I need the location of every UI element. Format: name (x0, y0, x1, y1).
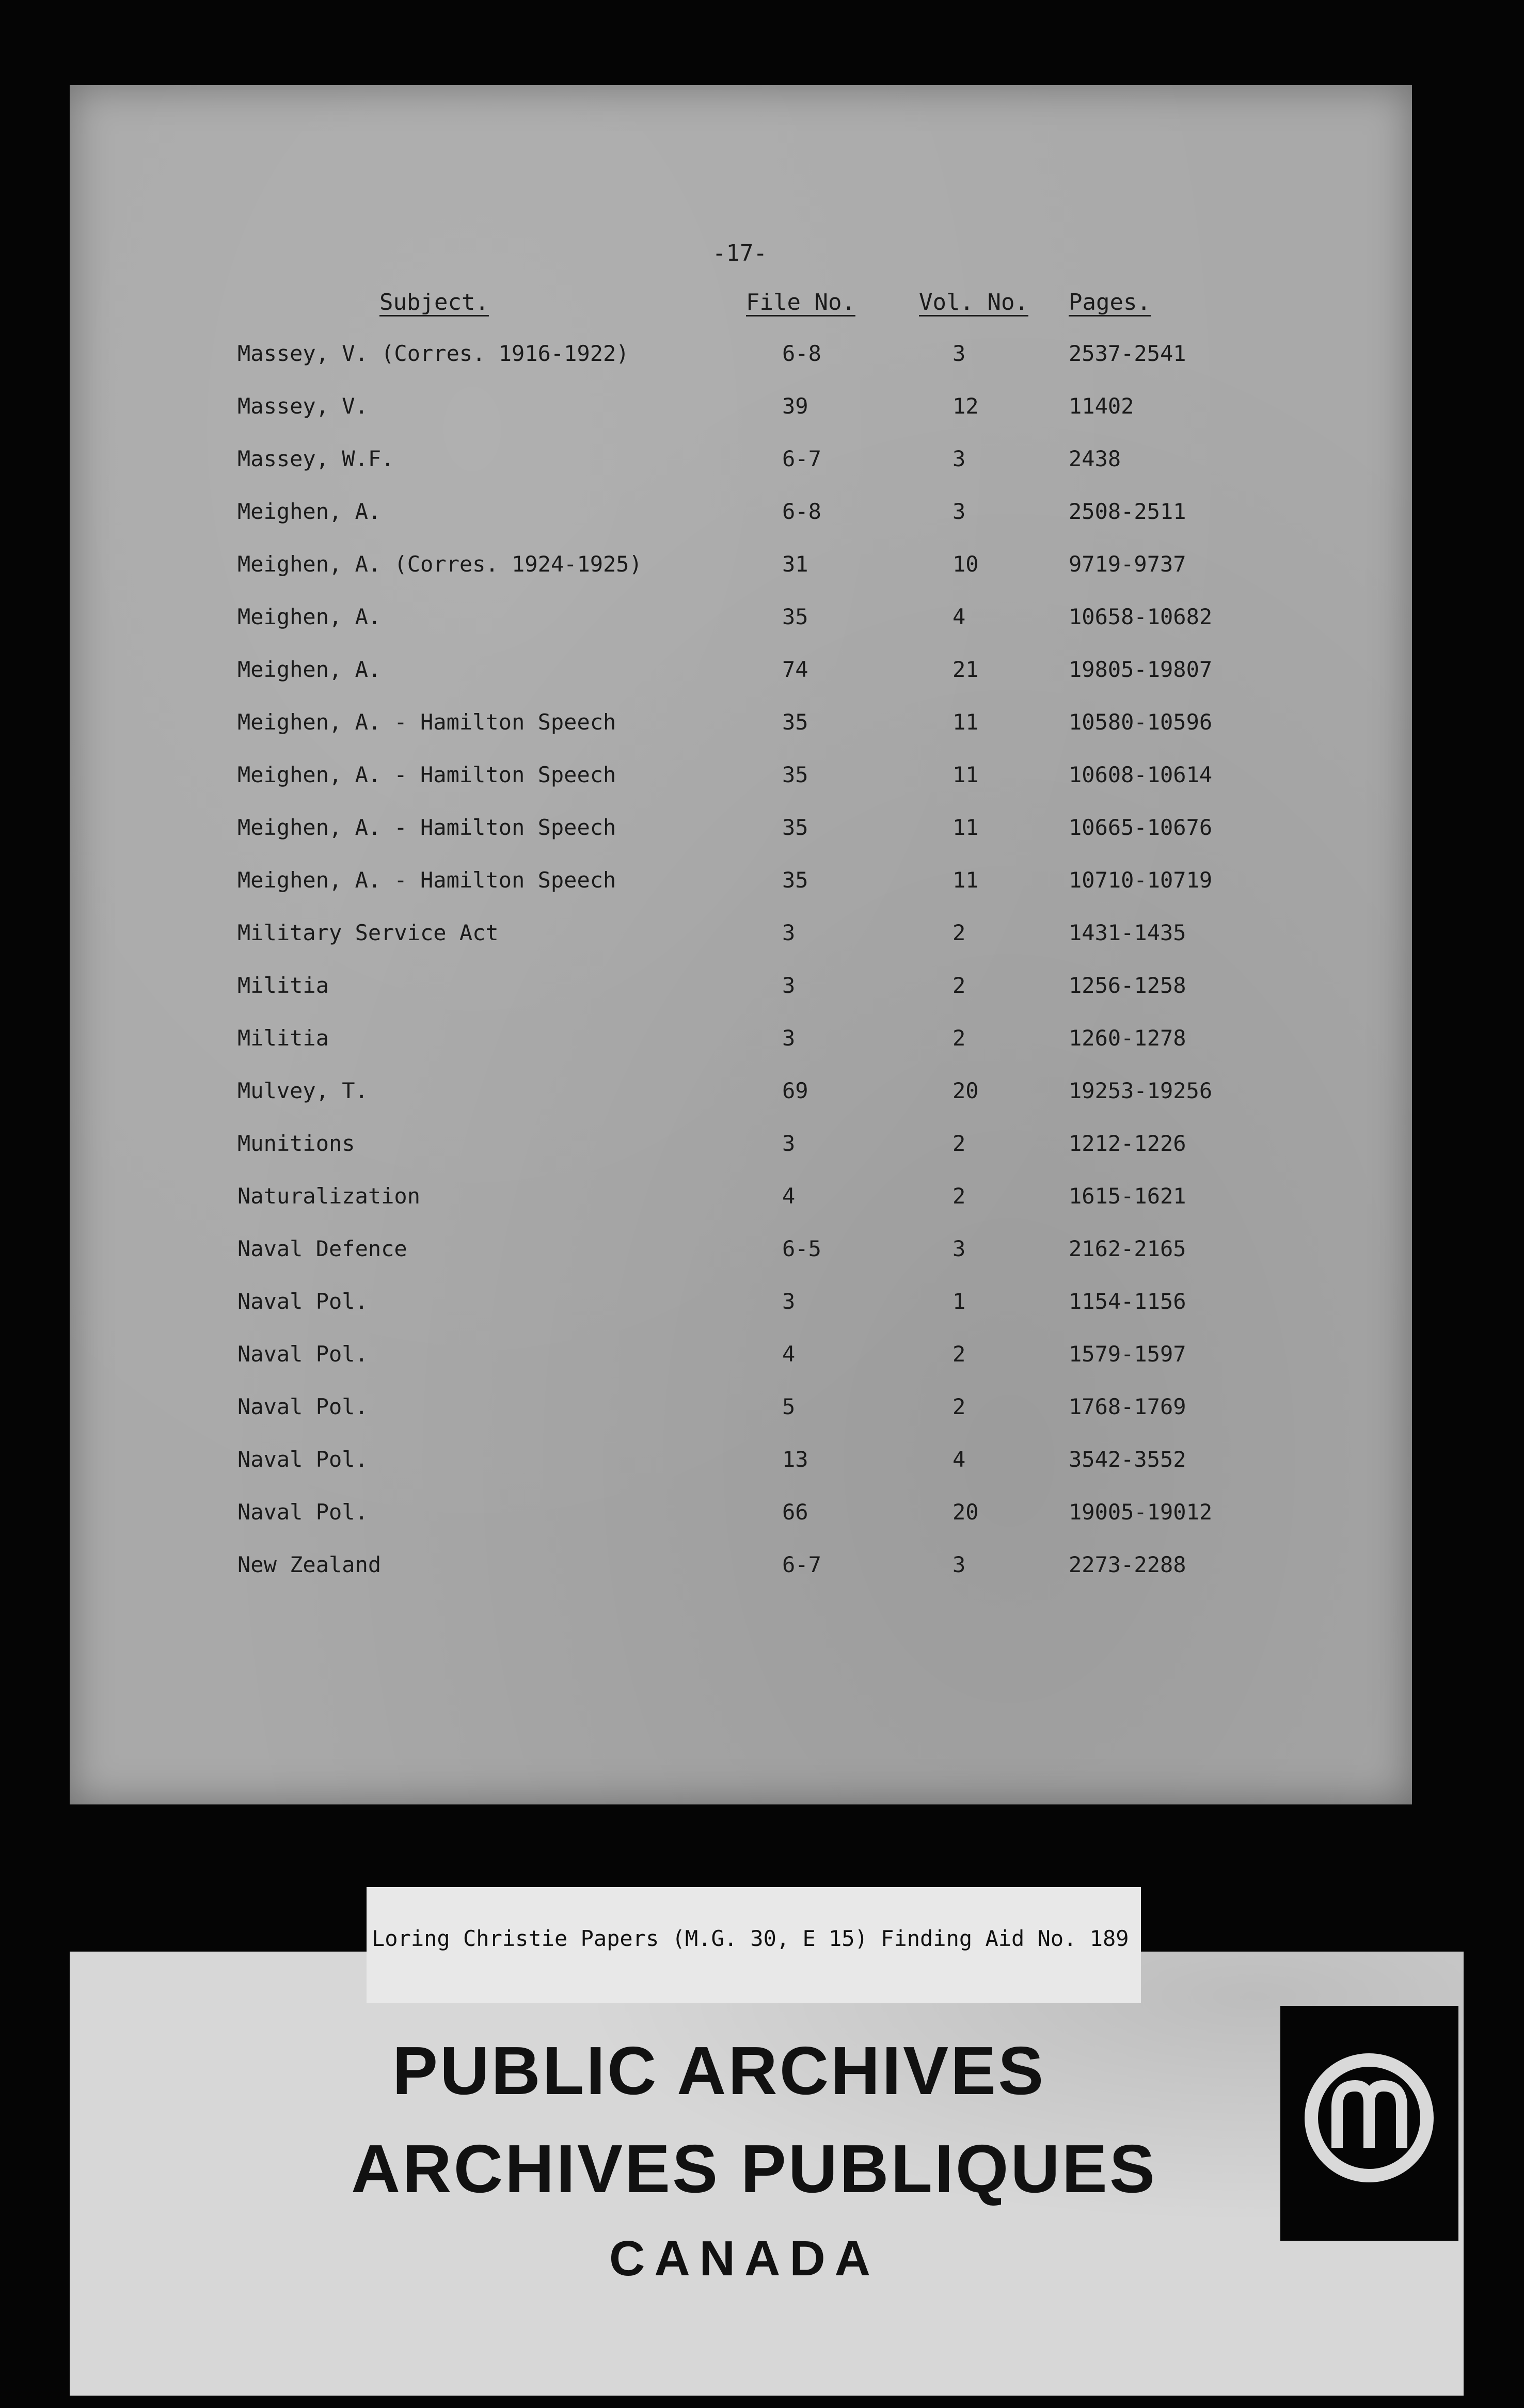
cell-vol-no: 3 (952, 1552, 966, 1577)
finding-aid-label (367, 1887, 1141, 2003)
page-number: -17- (712, 240, 767, 266)
finding-aid-label-text: Loring Christie Papers (M.G. 30, E 15) Finding Aid No. 189 (372, 1926, 1129, 1951)
cell-subject: Naval Pol. (237, 1394, 368, 1419)
table-row (70, 1131, 1412, 1182)
cell-pages: 3542-3552 (1069, 1447, 1186, 1472)
cell-subject: New Zealand (237, 1552, 382, 1577)
cell-pages: 9719-9737 (1069, 551, 1186, 577)
table-row (70, 709, 1412, 761)
cell-subject: Meighen, A. (237, 657, 382, 682)
header-vol-no: Vol. No. (919, 289, 1028, 315)
cell-vol-no: 20 (952, 1078, 979, 1103)
cell-file-no: 4 (782, 1341, 796, 1367)
cell-vol-no: 2 (952, 973, 966, 998)
table-row (70, 920, 1412, 972)
header-pages: Pages. (1069, 289, 1151, 315)
cell-subject: Mulvey, T. (237, 1078, 368, 1103)
table-row (70, 1078, 1412, 1130)
cell-vol-no: 11 (952, 867, 979, 893)
cell-vol-no: 4 (952, 1447, 966, 1472)
cell-vol-no: 2 (952, 1394, 966, 1419)
cell-vol-no: 12 (952, 393, 979, 419)
table-row (70, 1025, 1412, 1077)
table-row (70, 604, 1412, 656)
archives-line-2: ARCHIVES PUBLIQUES (351, 2131, 1157, 2207)
header-file-no: File No. (746, 289, 855, 315)
cell-subject: Meighen, A. - Hamilton Speech (237, 867, 616, 893)
table-row (70, 815, 1412, 866)
cell-pages: 2162-2165 (1069, 1236, 1186, 1261)
cell-subject: Naturalization (237, 1183, 421, 1209)
cell-file-no: 3 (782, 920, 796, 945)
table-row (70, 499, 1412, 550)
cell-subject: Meighen, A. (237, 604, 382, 629)
cell-file-no: 35 (782, 867, 808, 893)
cell-pages: 10658-10682 (1069, 604, 1213, 629)
cell-pages: 1212-1226 (1069, 1131, 1186, 1156)
cell-pages: 19805-19807 (1069, 657, 1213, 682)
cell-pages: 1256-1258 (1069, 973, 1186, 998)
cell-file-no: 6-7 (782, 1552, 821, 1577)
cell-vol-no: 4 (952, 604, 966, 629)
cell-subject: Massey, V. (237, 393, 368, 419)
cell-subject: Meighen, A. - Hamilton Speech (237, 762, 616, 787)
archives-canada-logo-icon (1301, 2050, 1438, 2187)
document-sheet (70, 85, 1412, 1804)
cell-file-no: 6-8 (782, 499, 821, 524)
cell-pages: 2438 (1069, 446, 1121, 471)
table-row (70, 1552, 1412, 1604)
cell-file-no: 3 (782, 1289, 796, 1314)
cell-pages: 11402 (1069, 393, 1134, 419)
cell-subject: Naval Pol. (237, 1341, 368, 1367)
cell-file-no: 3 (782, 973, 796, 998)
cell-pages: 19253-19256 (1069, 1078, 1213, 1103)
cell-vol-no: 11 (952, 815, 979, 840)
cell-file-no: 3 (782, 1025, 796, 1051)
cell-subject: Meighen, A. - Hamilton Speech (237, 709, 616, 735)
cell-vol-no: 3 (952, 499, 966, 524)
table-row (70, 1183, 1412, 1235)
cell-file-no: 39 (782, 393, 808, 419)
cell-vol-no: 3 (952, 446, 966, 471)
table-row (70, 657, 1412, 708)
cell-file-no: 35 (782, 604, 808, 629)
cell-vol-no: 2 (952, 1131, 966, 1156)
cell-subject: Massey, W.F. (237, 446, 394, 471)
cell-pages: 10710-10719 (1069, 867, 1213, 893)
cell-pages: 2537-2541 (1069, 341, 1186, 366)
cell-file-no: 69 (782, 1078, 808, 1103)
table-row (70, 1394, 1412, 1446)
cell-subject: Naval Pol. (237, 1447, 368, 1472)
table-row (70, 1499, 1412, 1551)
cell-vol-no: 11 (952, 762, 979, 787)
cell-subject: Militia (237, 973, 329, 998)
cell-subject: Naval Pol. (237, 1499, 368, 1525)
cell-subject: Massey, V. (Corres. 1916-1922) (237, 341, 629, 366)
table-row (70, 1447, 1412, 1498)
cell-pages: 19005-19012 (1069, 1499, 1213, 1525)
cell-pages: 1154-1156 (1069, 1289, 1186, 1314)
cell-file-no: 6-8 (782, 341, 821, 366)
table-row (70, 1289, 1412, 1340)
cell-subject: Meighen, A. - Hamilton Speech (237, 815, 616, 840)
archives-line-1: PUBLIC ARCHIVES (392, 2033, 1046, 2109)
cell-subject: Military Service Act (237, 920, 499, 945)
cell-file-no: 13 (782, 1447, 808, 1472)
cell-file-no: 6-5 (782, 1236, 821, 1261)
finding-aid-table (70, 85, 1412, 1804)
cell-file-no: 6-7 (782, 446, 821, 471)
cell-vol-no: 3 (952, 341, 966, 366)
cell-file-no: 35 (782, 709, 808, 735)
cell-file-no: 3 (782, 1131, 796, 1156)
cell-pages: 2508-2511 (1069, 499, 1186, 524)
cell-subject: Naval Pol. (237, 1289, 368, 1314)
cell-pages: 10608-10614 (1069, 762, 1213, 787)
cell-subject: Munitions (237, 1131, 355, 1156)
cell-vol-no: 2 (952, 1183, 966, 1209)
cell-file-no: 5 (782, 1394, 796, 1419)
table-row (70, 1341, 1412, 1393)
cell-file-no: 74 (782, 657, 808, 682)
table-row (70, 867, 1412, 919)
cell-file-no: 31 (782, 551, 808, 577)
cell-vol-no: 2 (952, 1025, 966, 1051)
cell-file-no: 4 (782, 1183, 796, 1209)
cell-file-no: 35 (782, 815, 808, 840)
cell-subject: Militia (237, 1025, 329, 1051)
table-row (70, 341, 1412, 392)
cell-pages: 10665-10676 (1069, 815, 1213, 840)
cell-vol-no: 21 (952, 657, 979, 682)
table-row (70, 1236, 1412, 1288)
table-row (70, 551, 1412, 603)
cell-file-no: 66 (782, 1499, 808, 1525)
cell-vol-no: 20 (952, 1499, 979, 1525)
cell-vol-no: 2 (952, 920, 966, 945)
archives-line-3: CANADA (609, 2231, 880, 2286)
cell-pages: 1768-1769 (1069, 1394, 1186, 1419)
header-subject: Subject. (379, 289, 489, 315)
cell-pages: 1431-1435 (1069, 920, 1186, 945)
table-row (70, 762, 1412, 814)
cell-vol-no: 2 (952, 1341, 966, 1367)
cell-vol-no: 3 (952, 1236, 966, 1261)
cell-subject: Meighen, A. (237, 499, 382, 524)
table-row (70, 973, 1412, 1024)
cell-subject: Meighen, A. (Corres. 1924-1925) (237, 551, 642, 577)
table-row (70, 446, 1412, 498)
archives-card (70, 1952, 1464, 2396)
table-row (70, 393, 1412, 445)
cell-vol-no: 11 (952, 709, 979, 735)
cell-pages: 1260-1278 (1069, 1025, 1186, 1051)
cell-pages: 2273-2288 (1069, 1552, 1186, 1577)
cell-subject: Naval Defence (237, 1236, 407, 1261)
cell-pages: 10580-10596 (1069, 709, 1213, 735)
cell-vol-no: 1 (952, 1289, 966, 1314)
archives-logo (1280, 2006, 1458, 2241)
cell-file-no: 35 (782, 762, 808, 787)
cell-vol-no: 10 (952, 551, 979, 577)
cell-pages: 1615-1621 (1069, 1183, 1186, 1209)
cell-pages: 1579-1597 (1069, 1341, 1186, 1367)
